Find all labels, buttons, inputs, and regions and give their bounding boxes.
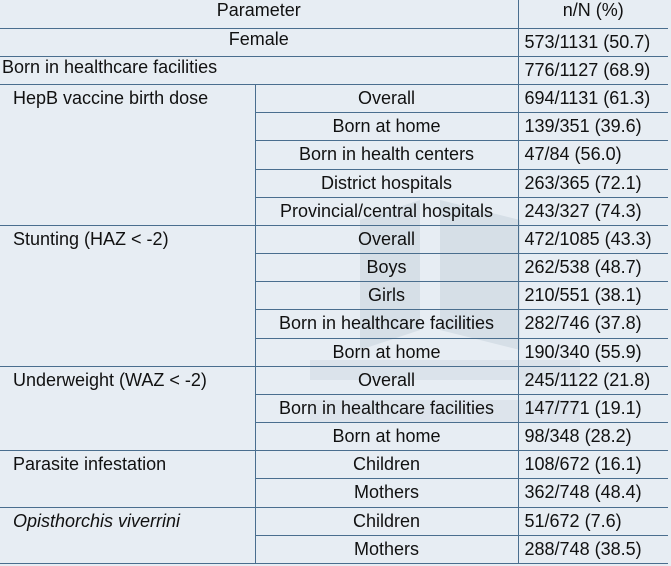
subgroup-label: Born in healthcare facilities [255,394,518,422]
row-value: 147/771 (19.1) [518,394,668,422]
table-row [0,56,668,84]
subgroup-label: Born at home [255,113,518,141]
row-value: 245/1122 (21.8) [518,366,668,394]
row-value: 362/748 (48.4) [518,479,668,507]
subgroup-label: Born in health centers [255,141,518,169]
table-row [0,85,668,113]
row-value: 262/538 (48.7) [518,254,668,282]
row-value: 51/672 (7.6) [518,507,668,535]
group-label: HepB vaccine birth dose [0,85,255,226]
subgroup-label: District hospitals [255,169,518,197]
subgroup-label: Provincial/central hospitals [255,197,518,225]
subgroup-label: Mothers [255,479,518,507]
header-row [0,0,668,28]
group-label: Parasite infestation [0,451,255,507]
subgroup-label: Born in healthcare facilities [255,310,518,338]
subgroup-label: Born at home [255,423,518,451]
row-value: 47/84 (56.0) [518,141,668,169]
row-value: 776/1127 (68.9) [518,56,668,84]
row-value: 694/1131 (61.3) [518,85,668,113]
row-label: Born in healthcare facilities [0,56,518,84]
subgroup-label: Overall [255,225,518,253]
row-value: 98/348 (28.2) [518,423,668,451]
row-value: 243/327 (74.3) [518,197,668,225]
row-value: 190/340 (55.9) [518,338,668,366]
subgroup-label: Children [255,451,518,479]
row-value: 573/1131 (50.7) [518,28,668,56]
header-value: n/N (%) [518,0,668,28]
subgroup-label: Mothers [255,535,518,563]
table-row [0,507,668,535]
table-row [0,225,668,253]
subgroup-label: Born at home [255,338,518,366]
table-row [0,28,668,56]
subgroup-label: Overall [255,366,518,394]
subgroup-label: Overall [255,85,518,113]
row-value: 288/748 (38.5) [518,535,668,563]
table-row [0,366,668,394]
row-value: 108/672 (16.1) [518,451,668,479]
row-label: Female [0,28,518,56]
group-label: Opisthorchis viverrini [0,507,255,563]
subgroup-label: Children [255,507,518,535]
row-value: 472/1085 (43.3) [518,225,668,253]
row-value: 139/351 (39.6) [518,113,668,141]
subgroup-label: Girls [255,282,518,310]
row-value: 210/551 (38.1) [518,282,668,310]
row-value: 282/746 (37.8) [518,310,668,338]
table-row [0,451,668,479]
group-label: Stunting (HAZ < -2) [0,225,255,366]
row-value: 263/365 (72.1) [518,169,668,197]
subgroup-label: Boys [255,254,518,282]
header-parameter: Parameter [0,0,518,28]
group-label: Underweight (WAZ < -2) [0,366,255,451]
